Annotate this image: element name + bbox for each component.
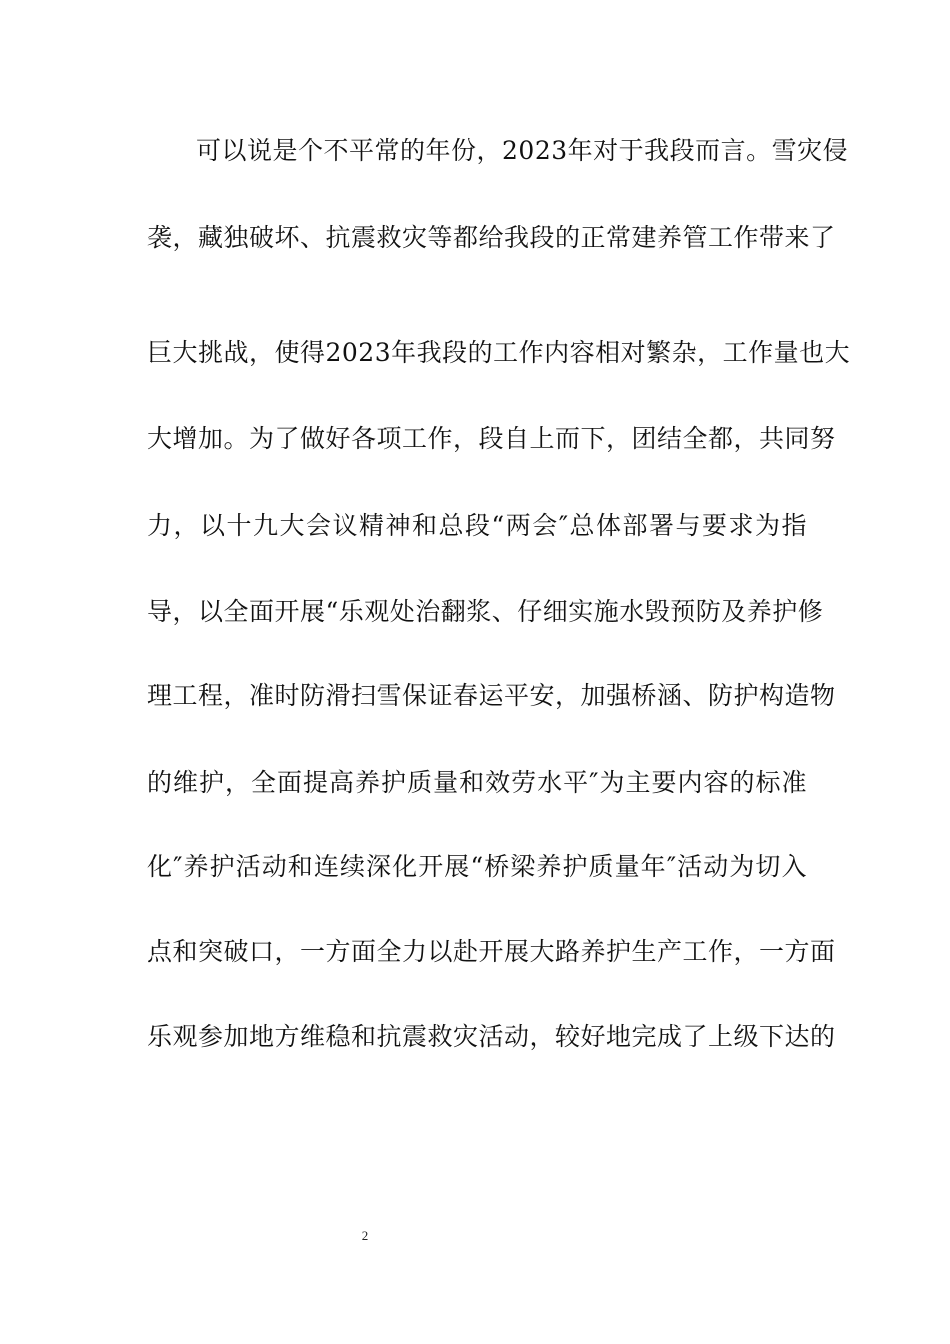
paragraph-line-1: 可以说是个不平常的年份，2023年对于我段而言。雪灾侵 [196,136,849,165]
paragraph-line-6: 导，以全面开展“乐观处治翻浆、仔细实施水毁预防及养护修 [147,597,824,626]
paragraph-line-2: 袭，藏独破坏、抗震救灾等都给我段的正常建养管工作带来了 [147,223,836,252]
paragraph-line-3: 巨大挑战，使得2023年我段的工作内容相对繁杂，工作量也大 [147,338,851,367]
paragraph-line-4: 大增加。为了做好各项工作，段自上而下，团结全都，共同努 [147,424,836,453]
page-number: 2 [361,1228,369,1243]
paragraph-line-11: 乐观参加地方维稳和抗震救灾活动，较好地完成了上级下达的 [147,1022,836,1051]
paragraph-line-7: 理工程，准时防滑扫雪保证春运平安，加强桥涵、防护构造物 [147,681,836,710]
paragraph-line-8: 的维护，全面提高养护质量和效劳水平″为主要内容的标准 [147,768,807,797]
paragraph-line-10: 点和突破口，一方面全力以赴开展大路养护生产工作，一方面 [147,937,836,966]
paragraph-line-5: 力，以十九大会议精神和总段“两会″总体部署与要求为指 [147,511,807,540]
paragraph-line-9: 化″养护活动和连续深化开展“桥梁养护质量年″活动为切入 [147,852,807,881]
